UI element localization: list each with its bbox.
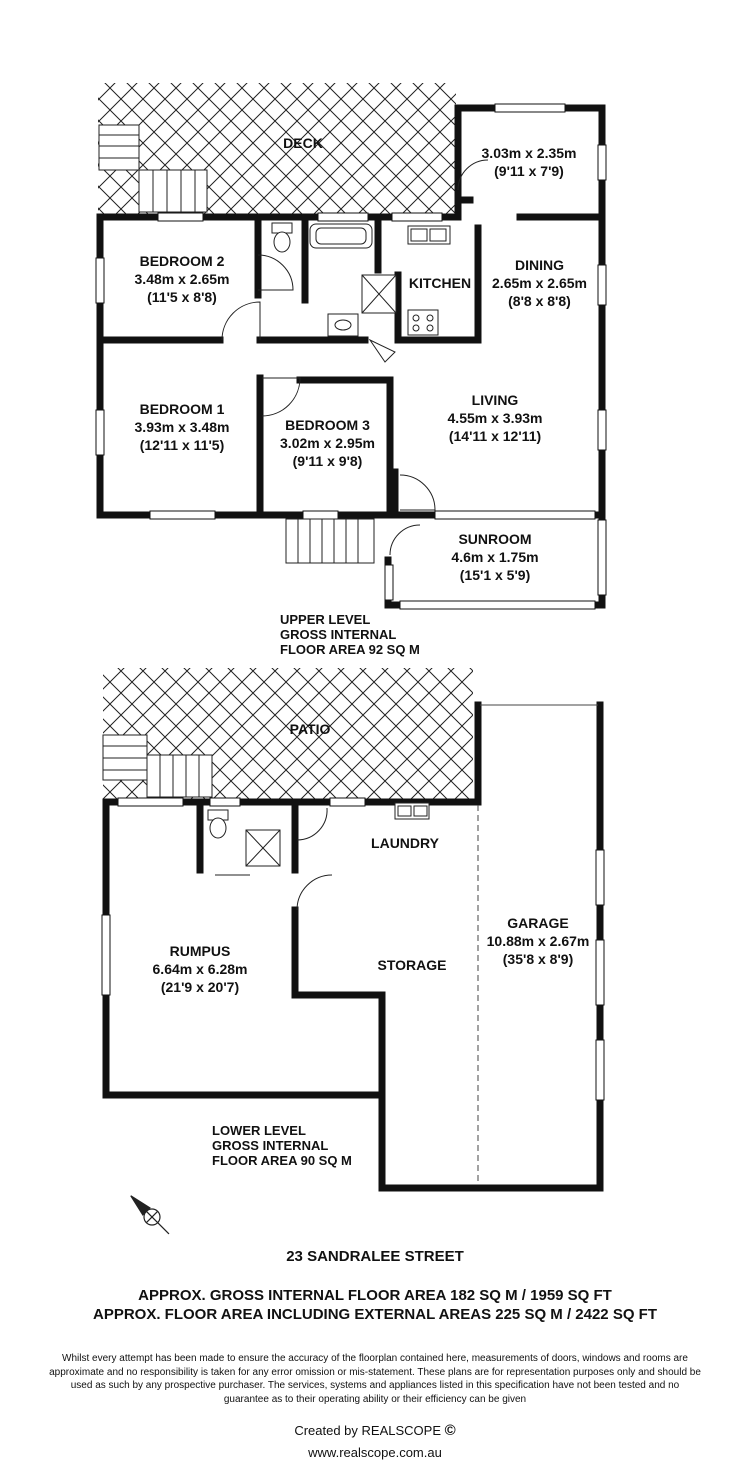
upper-level-area-label: UPPER LEVEL GROSS INTERNAL FLOOR AREA 92 SQ M xyxy=(280,612,420,657)
credit-block xyxy=(0,1420,750,1464)
room-label-rumpus: RUMPUS 6.64m x 6.28m (21'9 x 20'7) xyxy=(152,943,248,995)
disclaimer-line: guarantee as to their operating ability or their efficiency can be given xyxy=(223,1393,527,1405)
room-label-sunroom: SUNROOM 4.6m x 1.75m (15'1 x 5'9) xyxy=(451,531,539,583)
cooktop-icon xyxy=(408,310,438,335)
external-area-line: APPROX. FLOOR AREA INCLUDING EXTERNAL AREAS 225 SQ M / 2422 SQ FT xyxy=(93,1306,657,1323)
gross-area-line: APPROX. GROSS INTERNAL FLOOR AREA 182 SQ M / 1959 SQ FT xyxy=(138,1287,612,1304)
compass-icon xyxy=(125,1190,174,1239)
copyright-icon: © xyxy=(444,1422,456,1439)
room-label-bedroom-2: BEDROOM 2 3.48m x 2.65m (11'5 x 8'8) xyxy=(134,253,230,305)
address-title: 23 SANDRALEE STREET xyxy=(286,1248,464,1265)
room-label-deck: DECK xyxy=(283,135,323,151)
room-label-unnamed: 3.03m x 2.35m (9'11 x 7'9) xyxy=(481,145,577,179)
disclaimer-line: used as such by any prospective purchaser. The services, systems and appliances listed in this specification have not been tested and no xyxy=(70,1380,680,1391)
credit-text: Created by REALSCOPE xyxy=(294,1423,441,1438)
room-label-garage: GARAGE 10.88m x 2.67m (35'8 x 8'9) xyxy=(486,915,590,967)
room-label-bedroom-3: BEDROOM 3 3.02m x 2.95m (9'11 x 9'8) xyxy=(280,417,375,469)
front-stairs-icon xyxy=(286,519,374,563)
room-label-dining: DINING 2.65m x 2.65m (8'8 x 8'8) xyxy=(492,257,587,309)
room-label-living: LIVING 4.55m x 3.93m (14'11 x 12'11) xyxy=(447,392,543,444)
website-link[interactable]: www.realscope.com.au xyxy=(308,1445,442,1460)
room-label-laundry: LAUNDRY xyxy=(371,835,439,851)
disclaimer xyxy=(0,1352,750,1406)
disclaimer-line: Whilst every attempt has been made to ensure the accuracy of the floorplan contained here, measurements of doors, windows and rooms are xyxy=(62,1353,688,1364)
room-label-storage: STORAGE xyxy=(377,957,447,973)
lower-level-area-label: LOWER LEVEL GROSS INTERNAL FLOOR AREA 90 SQ M xyxy=(212,1123,352,1168)
disclaimer-line: approximate and no responsibility is taken for any error omission or mis-statement. These plans are for representation purposes only and should be xyxy=(49,1366,701,1378)
room-label-kitchen: KITCHEN xyxy=(408,275,472,291)
credit-line xyxy=(0,1420,750,1442)
room-label-patio: PATIO xyxy=(289,721,331,737)
floor-area-summary xyxy=(0,1286,750,1324)
room-label-bedroom-1: BEDROOM 1 3.93m x 3.48m (12'11 x 11'5) xyxy=(134,401,230,453)
